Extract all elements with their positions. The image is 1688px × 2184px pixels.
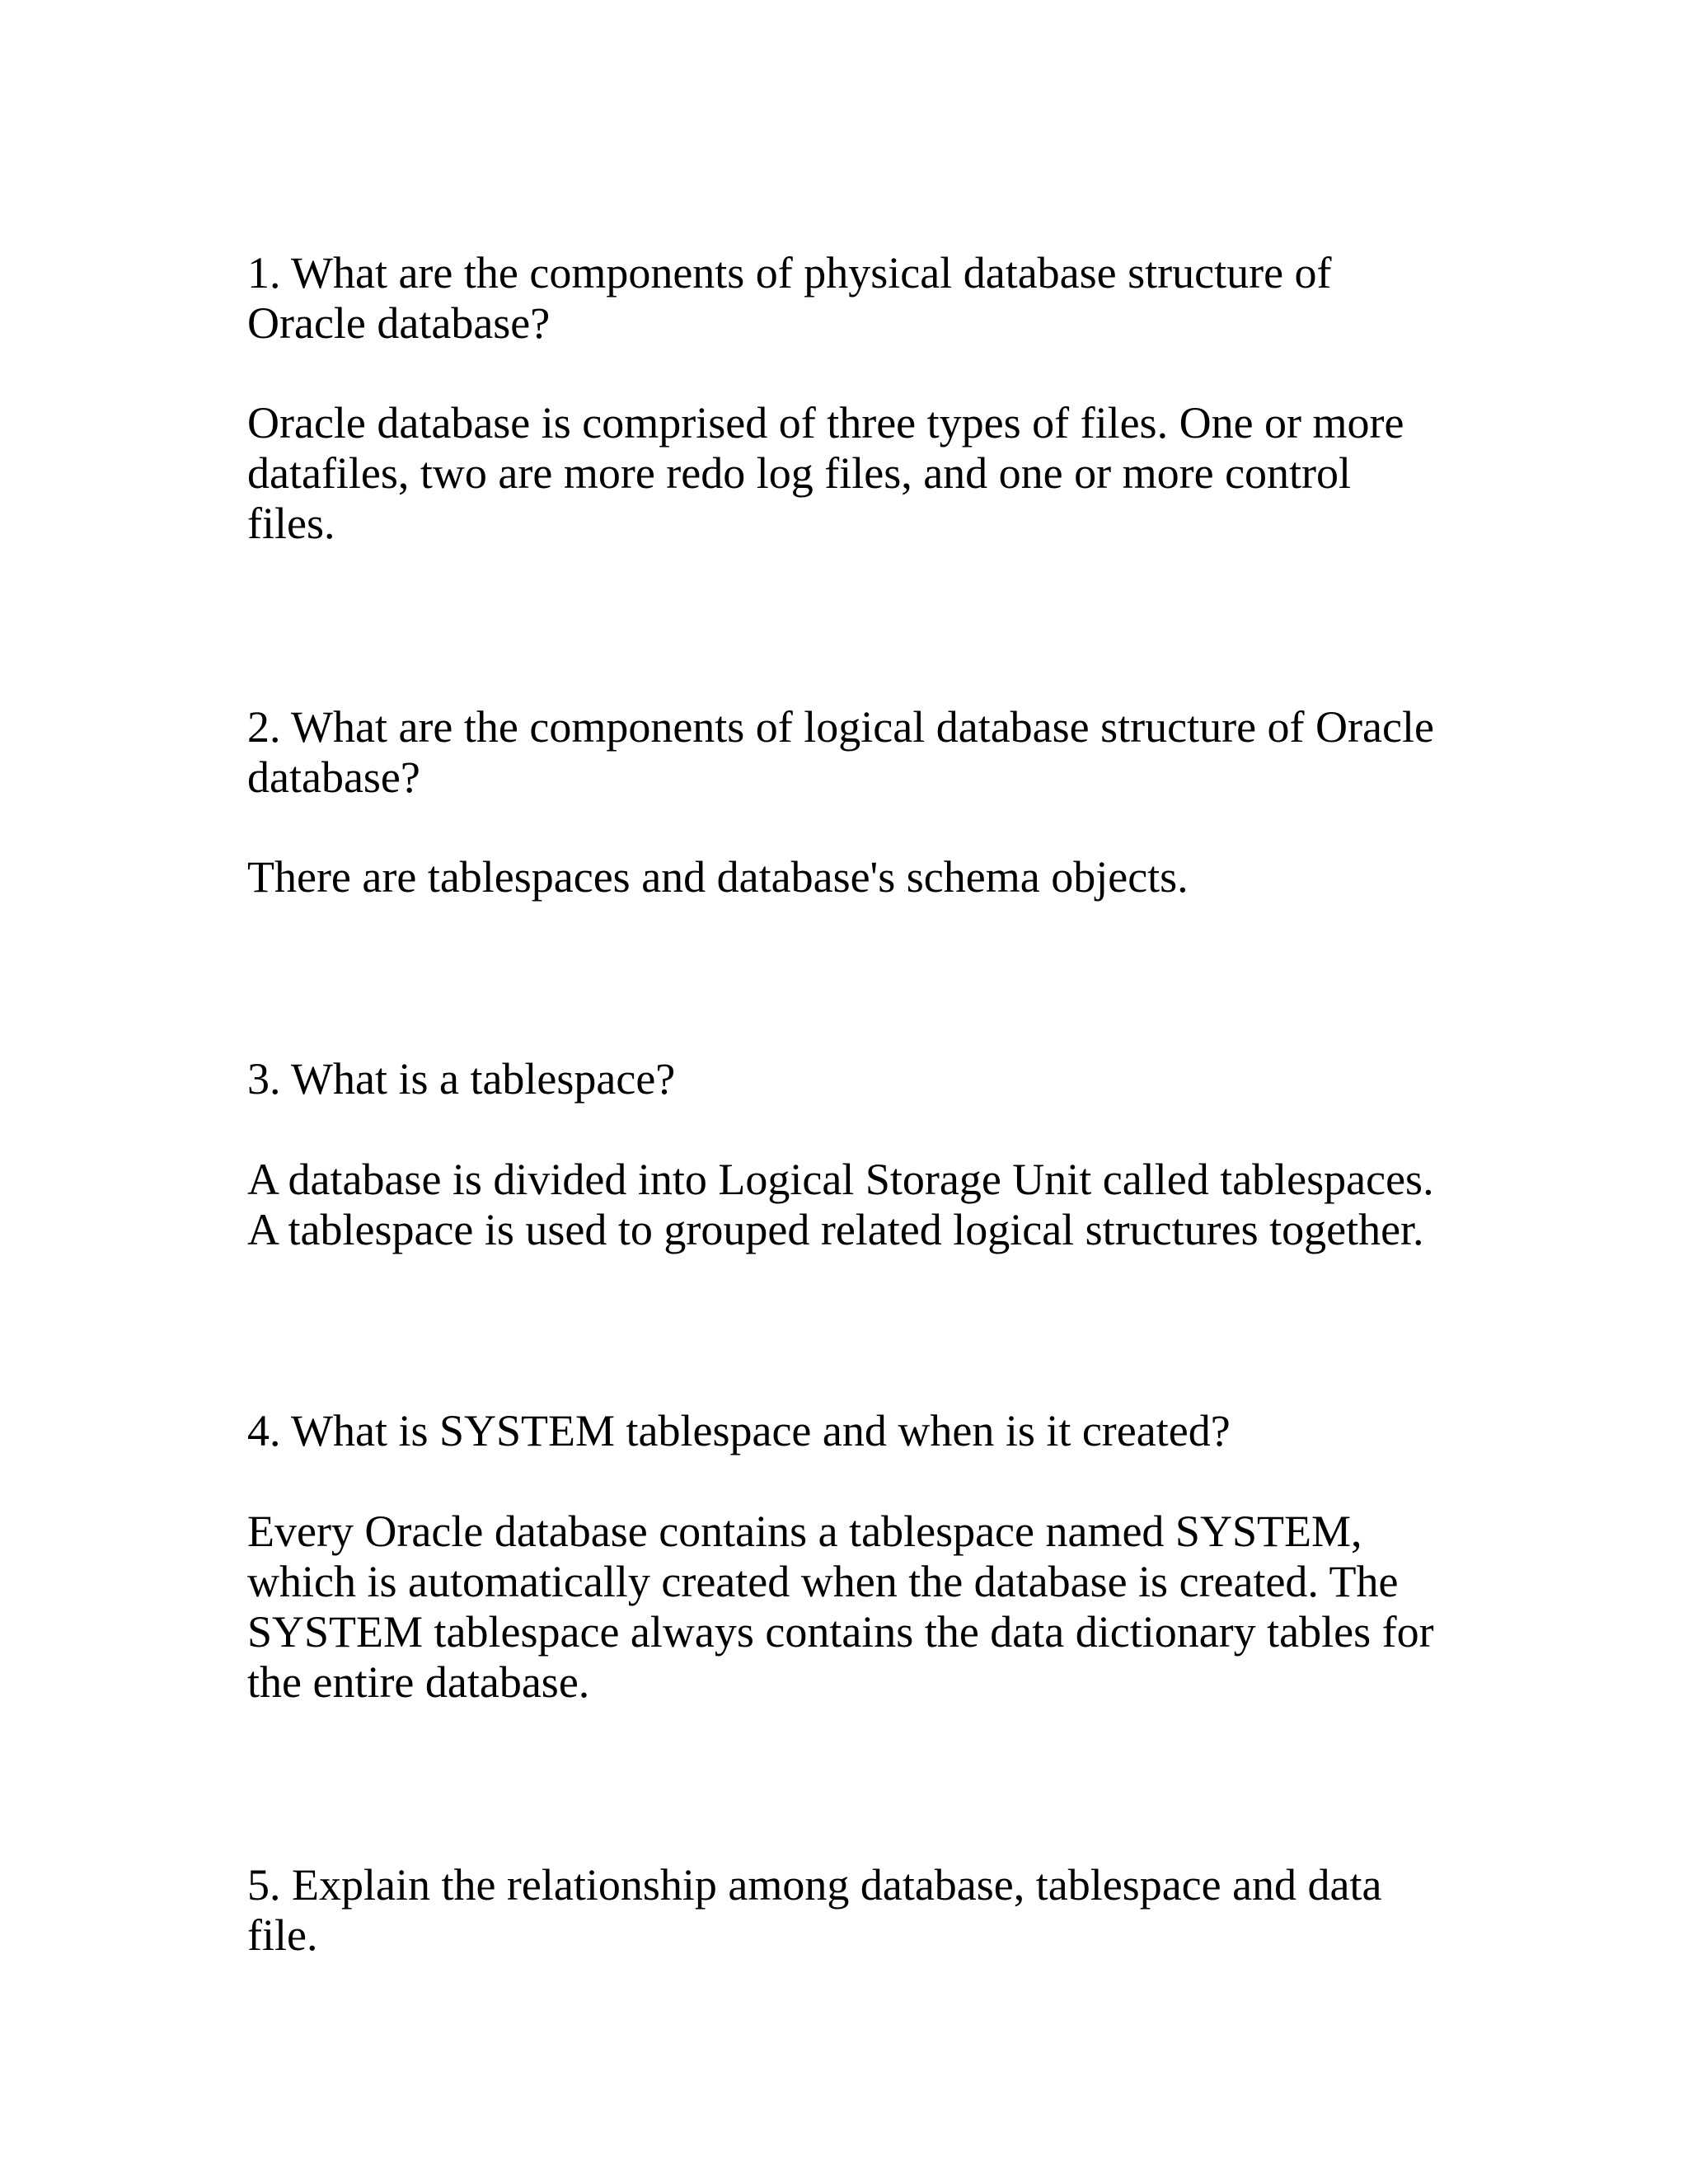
answer-4: Every Oracle database contains a tablespace named SYSTEM, which is automatically created when the database is created. The SYSTEM tablespace always contains the data dictionary tables for the entire database. <box>247 1507 1434 1707</box>
question-1: 1. What are the components of physical database structure of Oracle database? <box>247 248 1332 348</box>
question-4: 4. What is SYSTEM tablespace and when is it created? <box>247 1406 1231 1455</box>
answer-2: There are tablespaces and database's schema objects. <box>247 852 1189 902</box>
question-5: 5. Explain the relationship among database, tablespace and data file. <box>247 1860 1382 1960</box>
question-3: 3. What is a tablespace? <box>247 1054 676 1104</box>
question-2: 2. What are the components of logical database structure of Oracle database? <box>247 702 1434 802</box>
answer-3: A database is divided into Logical Storage Unit called tablespaces. A tablespace is used to grouped related logical structures together. <box>247 1155 1434 1254</box>
answer-1: Oracle database is comprised of three types of files. One or more datafiles, two are more redo log files, and one or more control files. <box>247 398 1404 548</box>
